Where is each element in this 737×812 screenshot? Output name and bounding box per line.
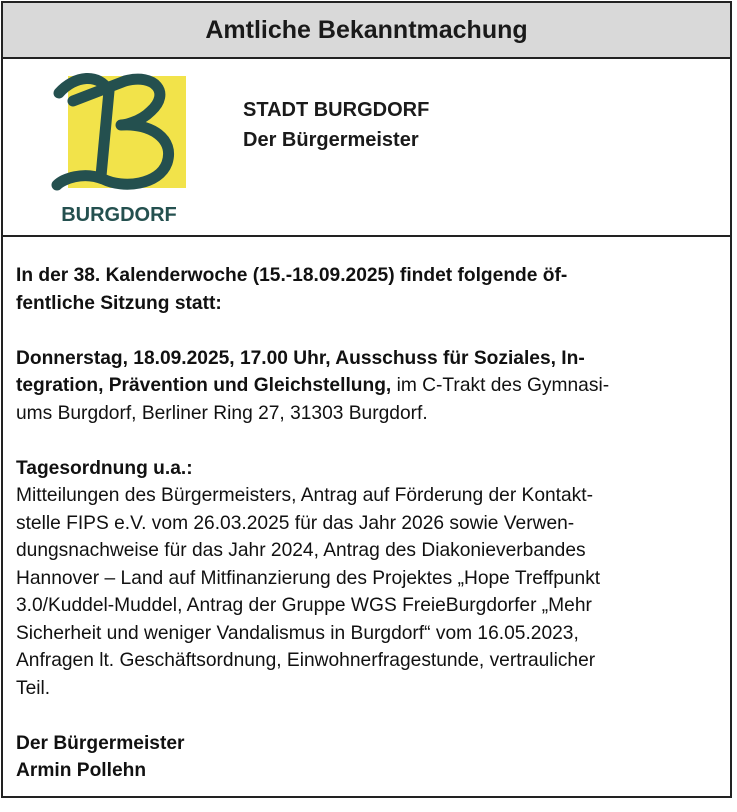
agenda-paragraph xyxy=(16,455,716,703)
logo-row xyxy=(3,59,730,237)
intro-paragraph xyxy=(16,262,716,317)
agenda-line: Hannover – Land auf Mitfinanzierung des Projektes „Hope Treffpunkt xyxy=(16,567,601,589)
org-block xyxy=(243,95,429,155)
org-subtitle: Der Bürgermeister xyxy=(243,129,419,151)
header-title: Amtliche Bekanntmachung xyxy=(205,15,528,44)
announcement-header xyxy=(3,3,730,59)
meeting-line-2-bold: tegration, Prävention und Gleichstellung, xyxy=(16,375,392,396)
signature-title: Der Bürgermeister xyxy=(16,732,185,754)
agenda-line: dungsnachweise für das Jahr 2024, Antrag des Diakonieverbandes xyxy=(16,540,586,561)
meeting-paragraph xyxy=(16,345,716,428)
signature-block xyxy=(16,730,716,785)
agenda-line: Teil. xyxy=(16,677,51,699)
intro-line-1: In der 38. Kalenderwoche (15.-18.09.2025) findet folgende öf- xyxy=(16,265,568,286)
intro-line-2: fentliche Sitzung statt: xyxy=(16,292,222,314)
meeting-line-3: ums Burgdorf, Berliner Ring 27, 31303 Burgdorf. xyxy=(16,402,428,424)
meeting-line-1: Donnerstag, 18.09.2025, 17.00 Uhr, Ausschuss für Soziales, In- xyxy=(16,347,585,369)
agenda-line: stelle FIPS e.V. vom 26.03.2025 für das Jahr 2026 sowie Verwen- xyxy=(16,512,575,534)
signature-name: Armin Pollehn xyxy=(16,760,147,781)
burgdorf-logo xyxy=(43,71,193,226)
agenda-line: Anfragen lt. Geschäftsordnung, Einwohnerfragestunde, vertraulicher xyxy=(16,650,596,671)
meeting-line-2-rest: im C-Trakt des Gymnasi- xyxy=(391,375,610,396)
agenda-line: Mitteilungen des Bürgermeisters, Antrag auf Förderung der Kontakt- xyxy=(16,485,593,506)
agenda-line: Sicherheit und weniger Vandalismus in Burgdorf“ vom 16.05.2023, xyxy=(16,622,579,644)
agenda-line: 3.0/Kuddel-Muddel, Antrag der Gruppe WGS FreieBurgdorfer „Mehr xyxy=(16,595,592,616)
logo-text: BURGDORF xyxy=(61,204,177,226)
org-name: STADT BURGDORF xyxy=(243,99,430,121)
announcement-body xyxy=(16,262,716,812)
agenda-heading: Tagesordnung u.a.: xyxy=(16,457,193,479)
